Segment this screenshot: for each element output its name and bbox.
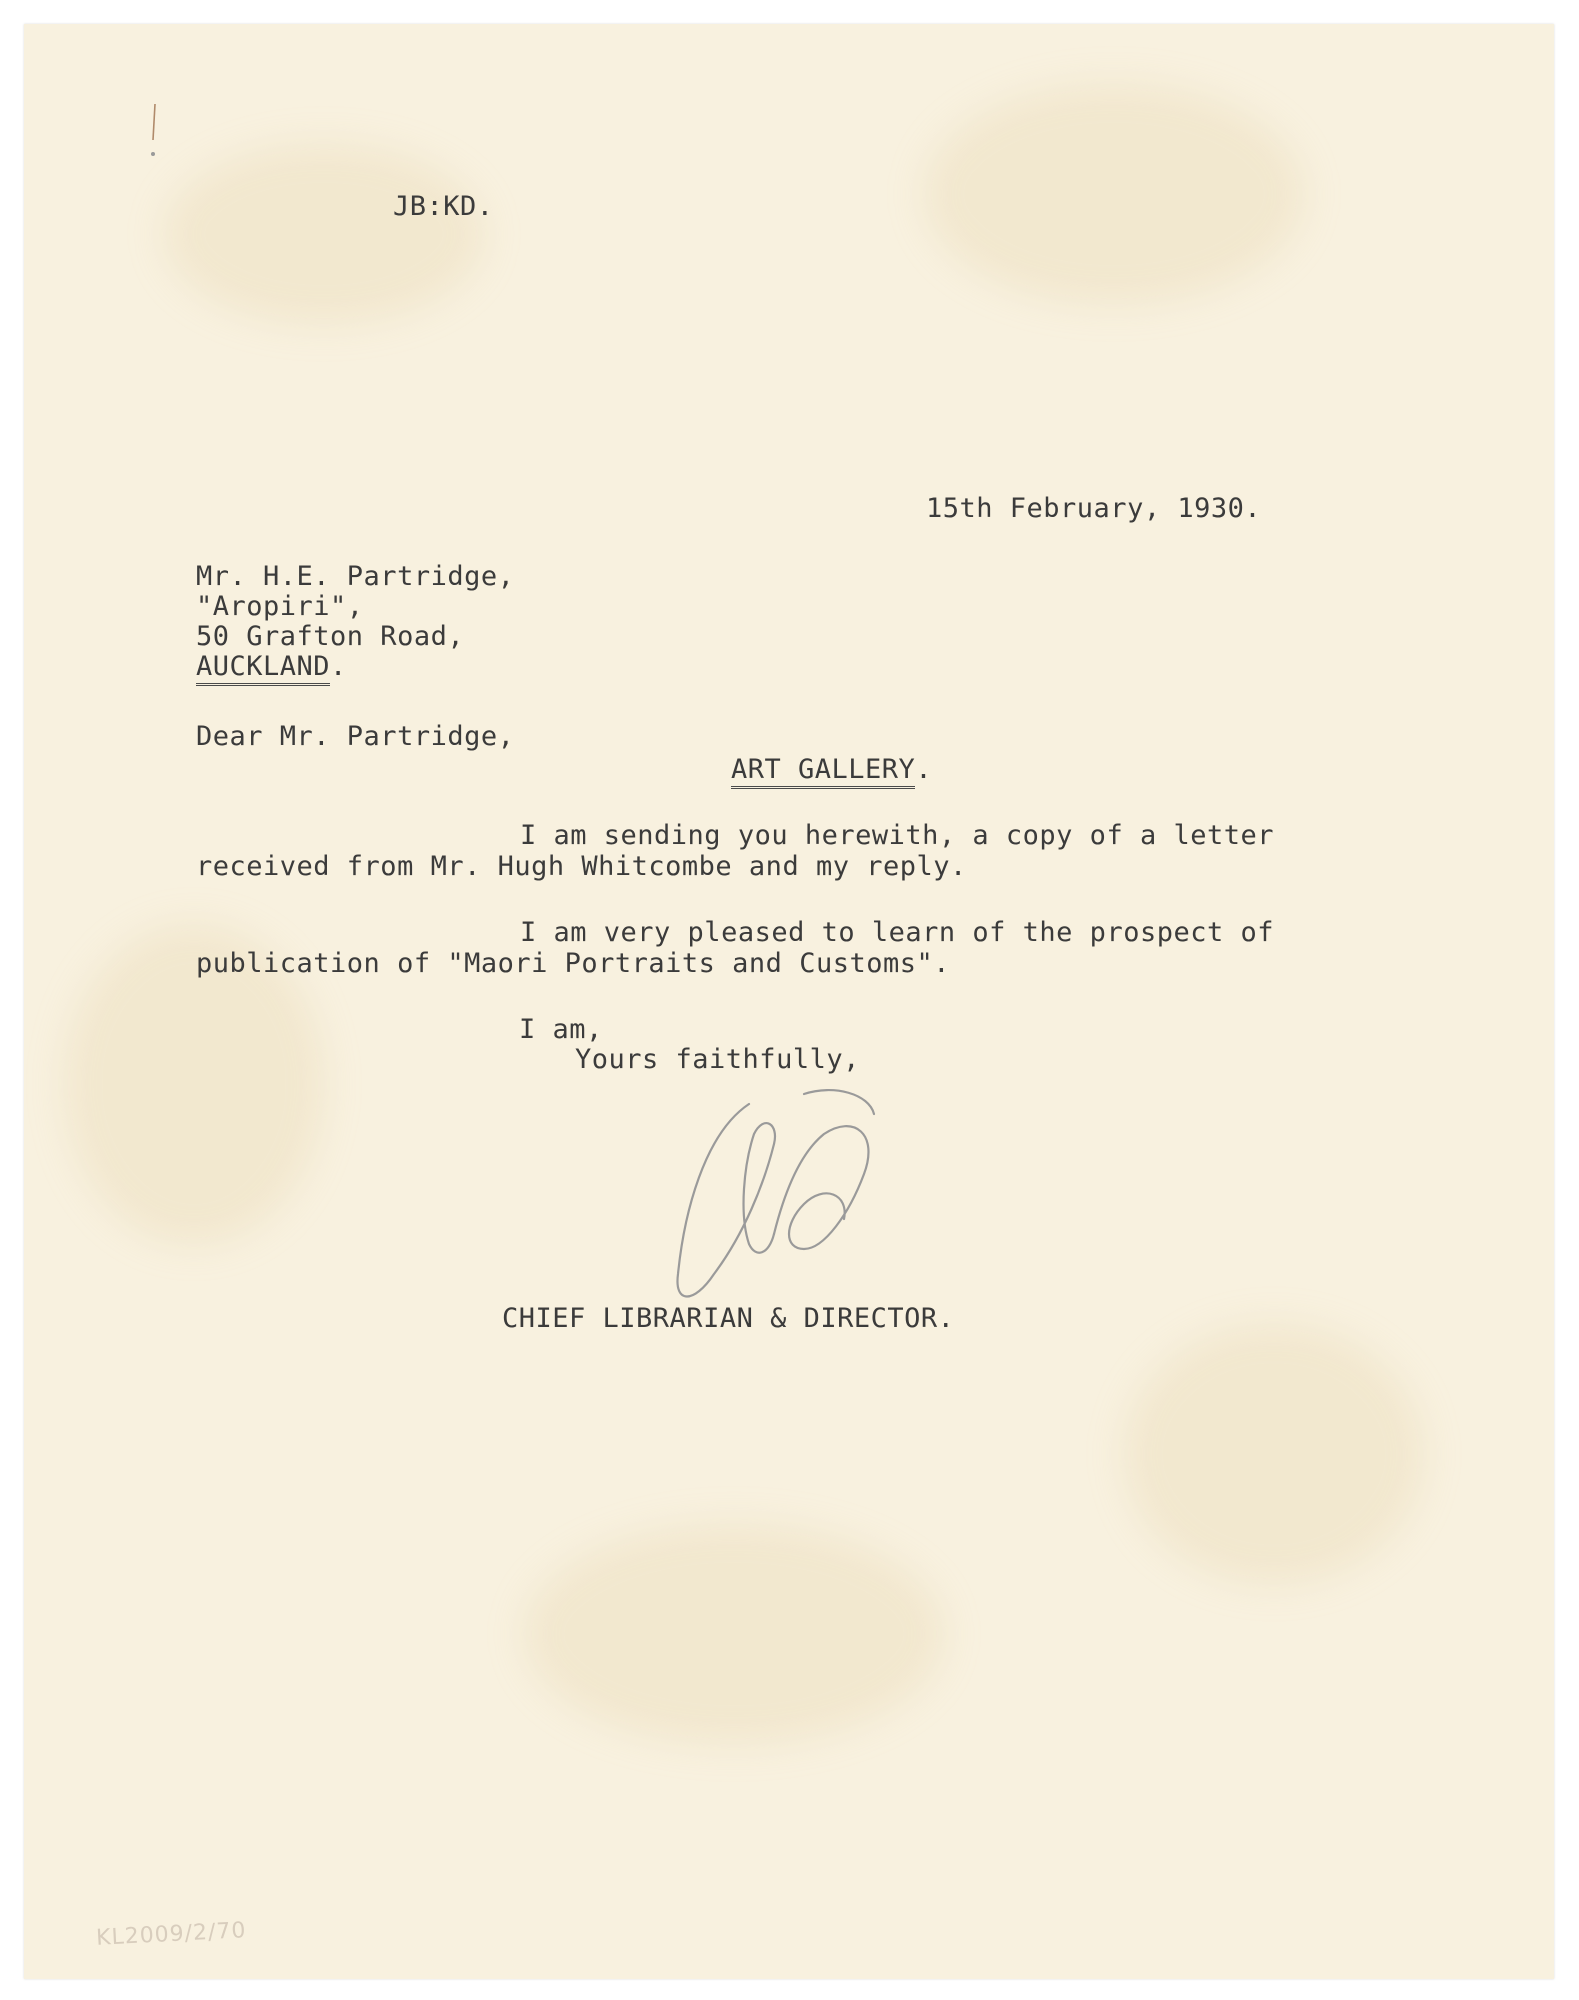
paper-stain: [524, 1524, 944, 1744]
letter-page: [24, 24, 1554, 1979]
paragraph-1-line-2: received from Mr. Hugh Whitcombe and my reply.: [196, 851, 967, 882]
subject-heading: ART GALLERY: [731, 754, 915, 789]
closing-i-am: I am,: [519, 1014, 603, 1045]
paragraph-2-line-1: I am very pleased to learn of the prospect of: [520, 917, 1274, 948]
closing-yours-faithfully: Yours faithfully,: [575, 1044, 860, 1075]
recipient-house: "Aropiri",: [196, 591, 364, 622]
signature-icon: [664, 1074, 904, 1314]
paper-stain: [164, 144, 484, 324]
paper-stain: [1124, 1324, 1424, 1584]
recipient-name: Mr. H.E. Partridge,: [196, 561, 515, 592]
subject-line: [731, 755, 932, 785]
salutation: Dear Mr. Partridge,: [196, 721, 515, 752]
recipient-city-suffix: .: [330, 651, 347, 682]
pencil-mark-icon: [150, 102, 158, 160]
paper-stain: [924, 84, 1304, 304]
reference-code: JB:KD.: [393, 191, 494, 222]
signatory-title: CHIEF LIBRARIAN & DIRECTOR.: [502, 1303, 955, 1334]
archive-reference: KL2009/2/70: [95, 1918, 248, 1951]
letter-date: 15th February, 1930.: [926, 493, 1262, 524]
subject-suffix: .: [915, 754, 933, 785]
paragraph-1-line-1: I am sending you herewith, a copy of a letter: [520, 820, 1274, 851]
paragraph-2-line-2: publication of "Maori Portraits and Customs".: [196, 948, 950, 979]
recipient-city: AUCKLAND: [196, 651, 330, 686]
recipient-city-line: [196, 652, 347, 682]
recipient-street: 50 Grafton Road,: [196, 621, 465, 652]
